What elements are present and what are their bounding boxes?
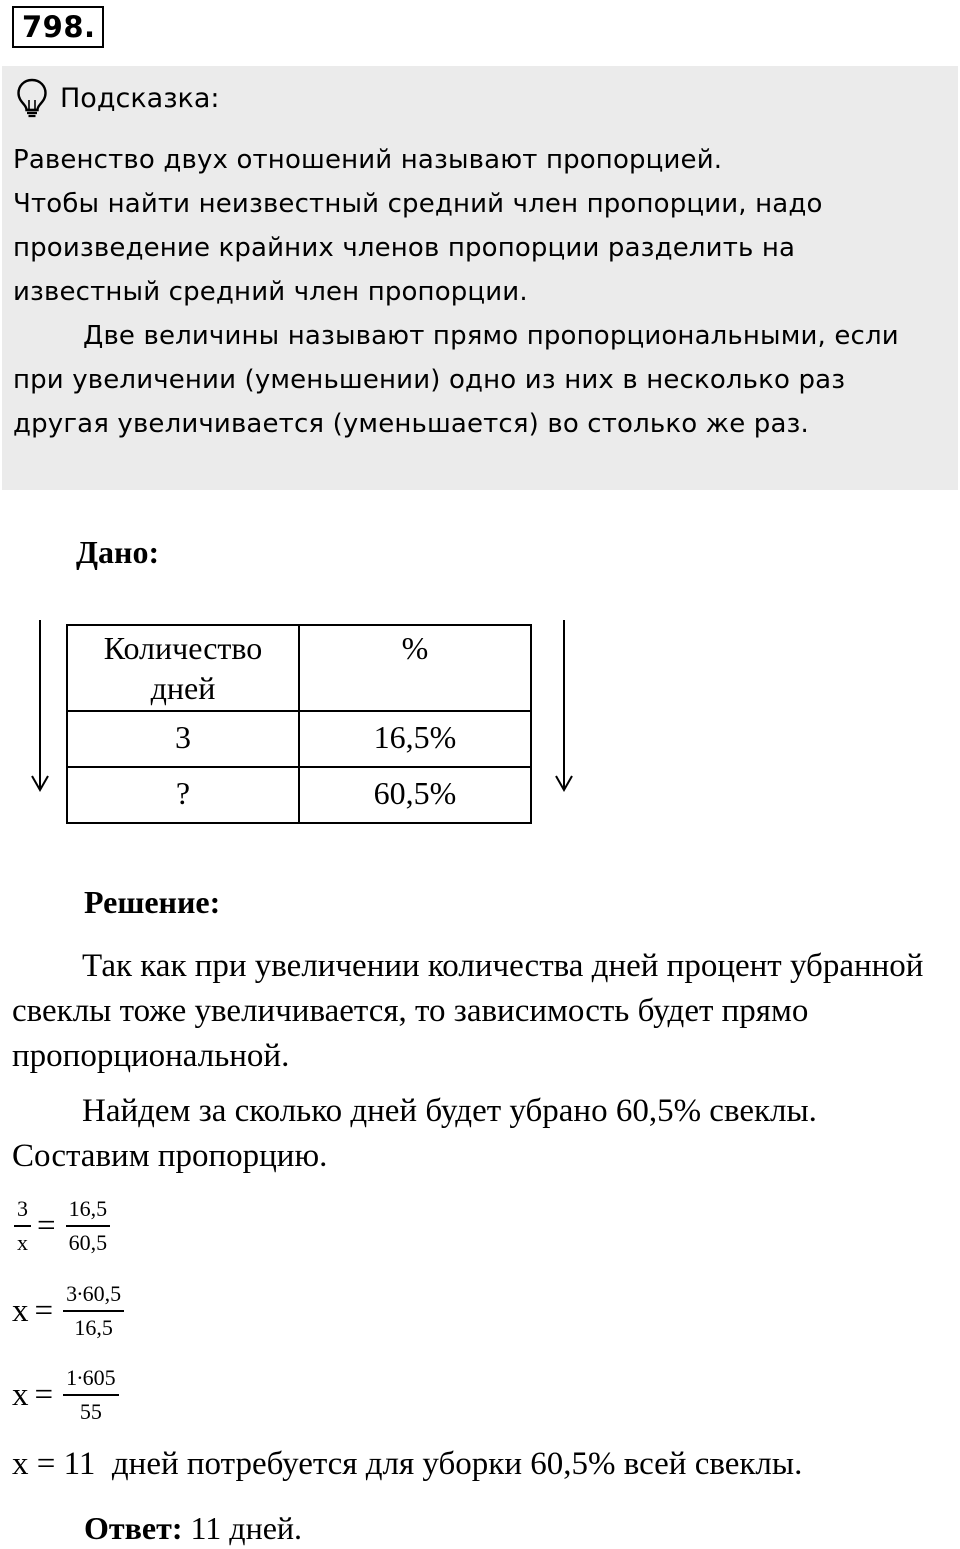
table-cell: 16,5% bbox=[299, 711, 531, 767]
solution-title: Решение: bbox=[84, 884, 221, 920]
table-cell: 60,5% bbox=[299, 767, 531, 823]
task-number: 798. bbox=[12, 6, 104, 48]
numerator: 16,5 bbox=[66, 1196, 111, 1227]
table-header-row bbox=[67, 625, 531, 711]
down-arrow-left-icon bbox=[28, 618, 52, 794]
fraction bbox=[14, 1196, 31, 1256]
table-row bbox=[67, 711, 531, 767]
denominator: 55 bbox=[79, 1399, 102, 1424]
solution-paragraph-1: Так как при увеличении количества дней процент убранной свеклы тоже увеличивается, то зависимость будет прямо пропорциональной. bbox=[12, 948, 924, 1074]
numerator: 1∙605 bbox=[63, 1365, 119, 1396]
hint-title: Подсказка: bbox=[60, 82, 220, 114]
numerator: 3 bbox=[14, 1196, 31, 1227]
denominator: 60,5 bbox=[68, 1230, 108, 1255]
given-title: Дано: bbox=[76, 534, 160, 570]
final-expression: x = 11 bbox=[12, 1446, 96, 1482]
hint-box bbox=[2, 66, 958, 490]
given-table bbox=[66, 624, 532, 824]
solution-paragraph-2: Найдем за сколько дней будет убрано 60,5% свеклы. Составим пропорцию. bbox=[12, 1093, 817, 1174]
answer-value: 11 дней. bbox=[190, 1510, 303, 1546]
formula-x-1 bbox=[12, 1281, 124, 1341]
table-row bbox=[67, 767, 531, 823]
hint-header bbox=[16, 78, 220, 118]
equals-sign: = bbox=[37, 1207, 56, 1244]
equals-sign: = bbox=[34, 1376, 54, 1413]
hint-line-3: Две величины называют прямо пропорциональными, если при увеличении (уменьшении) одно из них в несколько раз другая увеличивается (уменьшается) во столько же раз. bbox=[13, 321, 899, 439]
hint-text bbox=[13, 138, 943, 446]
equals-sign: = bbox=[34, 1292, 54, 1329]
fraction bbox=[63, 1365, 119, 1425]
solution-text bbox=[12, 944, 947, 1179]
down-arrow-right-icon bbox=[552, 618, 576, 794]
table-header-cell: % bbox=[299, 625, 531, 711]
formula-x-2 bbox=[12, 1365, 119, 1425]
fraction bbox=[63, 1281, 124, 1341]
answer bbox=[84, 1510, 302, 1547]
numerator: 3∙60,5 bbox=[63, 1281, 124, 1312]
denominator: x bbox=[17, 1230, 28, 1255]
lightbulb-icon bbox=[16, 78, 48, 118]
table-header-cell: Количество дней bbox=[67, 625, 299, 711]
variable: x bbox=[12, 1292, 29, 1329]
answer-label: Ответ: bbox=[84, 1510, 183, 1546]
variable: x bbox=[12, 1376, 29, 1413]
fraction bbox=[66, 1196, 111, 1256]
final-text: дней потребуется для уборки 60,5% всей свеклы. bbox=[111, 1446, 803, 1482]
table-cell: ? bbox=[67, 767, 299, 823]
hint-line-1: Равенство двух отношений называют пропорцией. bbox=[13, 145, 723, 175]
hint-line-2: Чтобы найти неизвестный средний член пропорции, надо произведение крайних членов пропорции разделить на известный средний член пропорции. bbox=[13, 189, 823, 307]
final-result bbox=[12, 1446, 802, 1483]
denominator: 16,5 bbox=[74, 1315, 113, 1340]
formula-proportion bbox=[12, 1196, 110, 1256]
table-cell: 3 bbox=[67, 711, 299, 767]
